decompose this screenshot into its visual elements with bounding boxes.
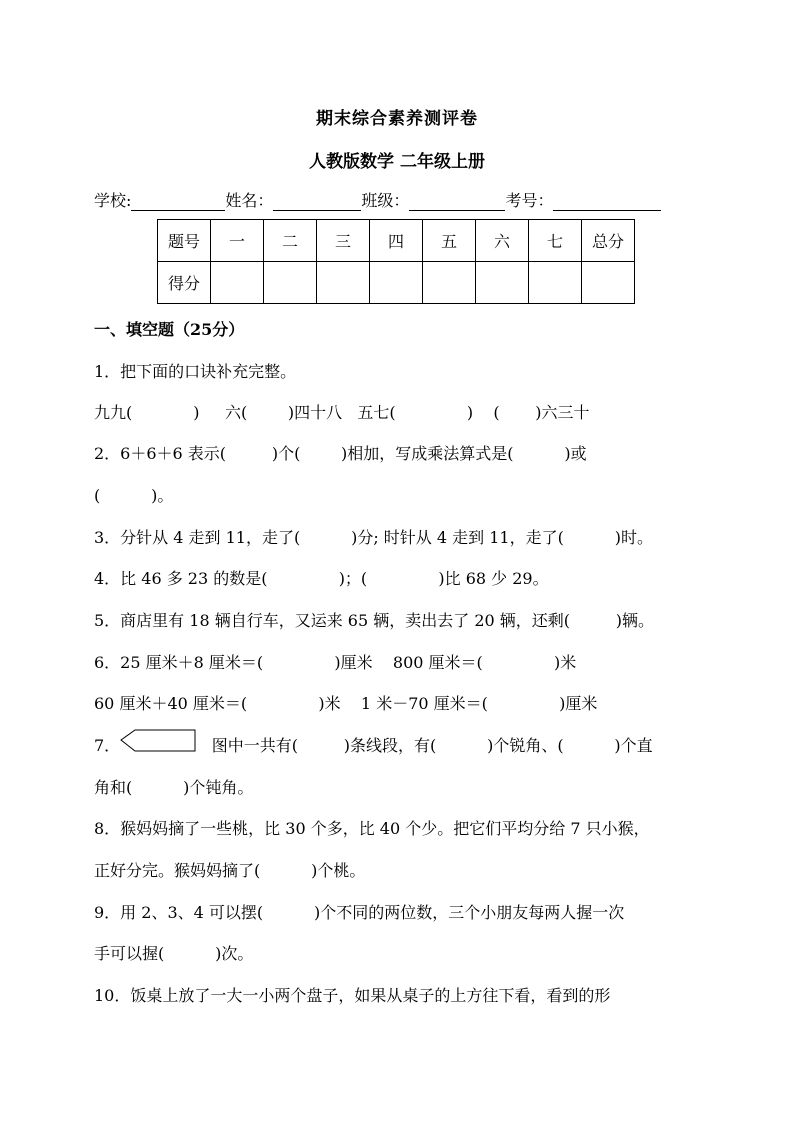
score-cell[interactable] [529,262,582,304]
score-table-cell: 四 [370,220,423,262]
score-table-cell: 题号 [158,220,211,262]
student-info-line [94,188,704,211]
question-line: 角和( )个钝角。 [94,778,254,797]
score-table [157,219,635,304]
question-line: 1．把下面的口诀补充完整。 [94,362,297,381]
score-cell[interactable] [317,262,370,304]
school-blank[interactable] [131,194,225,211]
score-table-cell: 二 [264,220,317,262]
name-label: 姓名： [225,191,274,210]
score-table-cell: 五 [423,220,476,262]
score-table-cell: 六 [476,220,529,262]
score-table-header-row [158,220,635,262]
score-row-label: 得分 [158,262,211,304]
name-blank[interactable] [273,194,361,211]
question-line: 2．6＋6＋6 表示( )个( )相加，写成乘法算式是( )或 [94,444,587,463]
score-cell[interactable] [264,262,317,304]
question-line: 6．25 厘米＋8 厘米＝( )厘米 800 厘米＝( )米 [94,653,577,672]
score-cell[interactable] [582,262,635,304]
exam-no-blank[interactable] [553,194,661,211]
score-cell[interactable] [211,262,264,304]
question-line: 8．猴妈妈摘了一些桃，比 30 个多，比 40 个少。把它们平均分给 7 只小猴， [94,819,650,838]
score-table-cell: 七 [529,220,582,262]
score-cell[interactable] [370,262,423,304]
score-cell[interactable] [476,262,529,304]
score-table-cell: 三 [317,220,370,262]
section-heading: 一、填空题（25分） [94,320,245,339]
exam-subtitle: 人教版数学 二年级上册 [309,152,485,172]
class-label: 班级： [361,191,410,210]
question-line: 5．商店里有 18 辆自行车，又运来 65 辆，卖出去了 20 辆，还剩( )辆。 [94,611,655,630]
exam-title: 期末综合素养测评卷 [316,109,478,129]
school-label: 学校: [94,191,132,210]
question-line: 手可以握( )次。 [94,944,254,963]
question-line: 九九( ) 六( )四十八 五七( ) ( )六三十 [94,403,590,422]
question-line: ( )。 [94,486,174,505]
class-blank[interactable] [409,194,505,211]
question-line: 7． 图中一共有( )条线段，有( )个锐角、( )个直 [94,736,653,755]
exam-no-label: 考号： [505,191,554,210]
question-line: 正好分完。猴妈妈摘了( )个桃。 [94,861,366,880]
question-line: 60 厘米＋40 厘米＝( )米 1 米－70 厘米＝( )厘米 [94,694,598,713]
pentagon-figure [120,729,200,753]
score-table-score-row [158,262,635,304]
score-table-cell: 一 [211,220,264,262]
score-cell[interactable] [423,262,476,304]
score-table-cell: 总分 [582,220,635,262]
question-line: 3．分针从 4 走到 11，走了( )分; 时针从 4 走到 11，走了( )时。 [94,528,653,547]
question-line: 10．饭桌上放了一大一小两个盘子，如果从桌子的上方往下看，看到的形 [94,986,611,1005]
question-line: 9．用 2、3、4 可以摆( )个不同的两位数，三个小朋友每两人握一次 [94,903,625,922]
question-line: 4．比 46 多 23 的数是( )；( )比 68 少 29。 [94,569,549,588]
